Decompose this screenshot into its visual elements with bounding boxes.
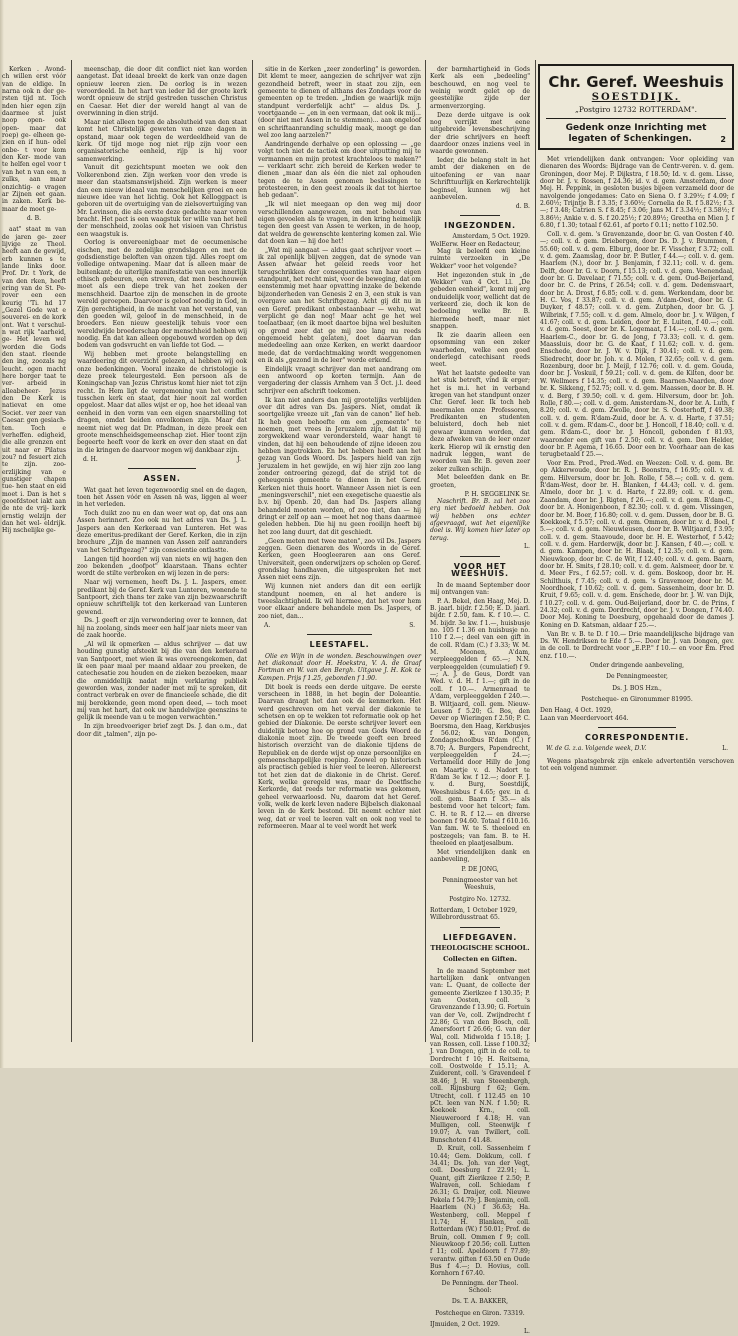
paragraph: Voor Em. Pred., Pred.-Wed. en Weezen: Coll. v. d. gem. Br. op Akkerwoude, door br. R. J. Boonstra, f 16.95; coll. v. d. gem. Hilversum, door br. Joh. Rolle, f 58.—; coll. v. d. gem. R'dam-West, door br. H. Blanken, f 44.43; coll. v. d. gem. Almelo, door br. J. v. d. Harte, f 22.89; coll. v. d. gem. Zaandam, door br. J. Rigten, f 26.—; coll. v. d. gem. R'dam-C., door br. A. Honigenboon, f 82.30; coll. v. d. gem. Vlissingen, door br. M. Boer, f 16.80; coll. v. d. gem. Dussen, door br. B. G. Koekkoek, f 5.57; coll. v. d. gem. Ommen, door br. v. d. Boel, f 5.—; coll. v. d. gem. Nieuwleusen, door br. B. Wiltjaard, f 3.95; coll. v. d. gem. Staavoude, door br. H. E. Westerhof, f 5.42; coll. v. d. gem. Harderwijk, door br. J. Kansen, f 40.—; coll. v. d. gem. Kampen, door br. H. Blaak, f 12.35; coll. v. d. gem. Nieuwkoop, door br. C. de Wit, f 12.40; coll. v. d. gem. Baarn, door br. H. Smits, f 28.10; coll. v. d. gem. Aalsmeer, door br. v. d. Meer Frs., f 62.57; coll. v. d. gem. Boskoop, door br. H. Schilthuis, f 7.45; coll. v. d. gem. 's Gravemoer, door br. M. Noordhoek, f 10.62; coll. v. d. gem. Sassenheim, door br. D. Kruit, f 9.65; coll. v. d. gem. Enschede, door br. J. W. van Dijk, f 10.27; coll. v. d. gem. Oud-Beijerland, door br. C. de Prins, f 24.32; coll. v. d. gem. Dordrecht, door br. J. v. Dongen, f 74.40. Door Mej. Koning te Doesburg, opgehaald door de dames J. Koning en D. Katsman, aldaar f 25.—. [540,460,734,629]
signature-left: d. H. [83,455,98,463]
ad-giro: „Postgiro 12732 ROTTERDAM". [575,105,697,114]
treasurer-address: Willebrordusstraat 65. [430,914,500,922]
heading-ingezonden: INGEZONDEN. [444,221,516,231]
column-rule [71,60,72,1042]
treasurer-date: IJmuiden, 2 Oct. 1929. [430,1320,500,1328]
treasurer-name: P. DE JONG, [461,865,499,873]
paragraph: D. Kruit, coll. Sassenheim f 10.44; Gem. Dokkum, coll. f 34.41; Ds. Joh. van der Vegt, coll. Doesburg f 22.91; L. Quant, gift Zierikzee f 2.50; P. Walraven, coll. Schiedam f 26.31; G. Draijer, coll. Nieuwe Pekela f 54.79; J. Benjamin, coll. Haarlem (N.) f 36.63; Ha. Westenberg, coll. Meppel f 11.74; H. Blanken, coll. Rotterdam (W.) f 50.01; Prof. de Bruin, coll. Ommen f 9; coll. Nieuwkoop f 20.56; coll. Lutten f 11; coll. Apeldoorn f 77.89; verantw. giften f 63.50 en Oude Bus f 4.—; D. Hovius, coll. Kornhorn f 67.40. [430,1145,530,1278]
treasurer-giro: Postgiro No. 12732. [449,895,511,903]
heading-assen: ASSEN. [143,474,181,484]
paragraph: Wij kunnen niet anders dan dit een eerlijk standpunt noemen, en al het andere is tweeslachtigheid. Ik wil hiermee, dat het voor hem voor elkaar andere behandele men Ds. Jaspers, of zoo niet, dan... [258,583,421,620]
heading-correspondentie: CORRESPONDENTIE. [584,732,690,742]
paragraph: sitie in de Kerken „zeer zonderling" is geworden. Dit klemt te meer, aangezien de schrijver wat zijn gezondheid betreft, weer in staat zou zijn, een gemeente te dienen of althans des Zondags voor de gemeenten op te treden. „Indien ge waarlijk mijn standpunt verderfelijk acht" — aldus Ds. J. voortgaande — „en in een vermaan, dat ook ik mij... (door niet met Assen in te stemmen)... aan ongeloof en schriftaanranding schuldig maak, moogt ge dan wel zoo lang aarzelen?" [258,66,421,140]
signature: L. [524,1328,530,1336]
paragraph: Wat het laatste gedeelte van het stuk betreft, vind ik erger; het is m.i. het in verband kregen van het standpunt onzer Chr. Geref. leer. Ik toch heb meermalen onze Professoren, Predikanten en studenten beluisterd, doch heb niet gewaar kunnen worden, dat deze afweken van de leer onzer kerk. Hierop wil ik ernstig den nadruk leggen, want de woorden van Br. B. geven zeer zeker zulken schijn. [430,370,530,473]
column-4 [540,156,734,1040]
divider [128,468,196,469]
paragraph: Eindelijk vraagt schrijver dan met aandrang om een antwoord op korten termijn. Aan de vergadering der classis Arnhem van 3 Oct. j.l. deed schrijver een afschrift toekomen. [258,365,421,395]
fragment-text: Kerken . Avond- ch willen erst vóór van de eldige. In narna ook n der ge- rsten tijd nt. Toch nden hier egen zijn daarmee st juist noop open- ook open- maar dat roep) ge- elheen ge- zien en if hun- odel onbe- t voor kom den Ker- mode van te helfen egel voor t van het n van een, n zulks, aan maar onzichtig- e vragen ar Zijnen eet gaan. in zaken. Kerk be- maar de moet ge- [2,66,66,213]
closing-line: Onder dringende aanbeveling, [589,661,685,669]
heading-leestafel: LEESTAFEL. [309,640,370,650]
ad-title: Chr. Geref. Weeshuis [548,73,724,91]
treasurer-title: Penningmeester van het Weeshuis, [442,876,518,892]
treasurer-giro: Postcheque- en Gironummer 81995. [581,695,693,703]
column-rule [252,60,253,1042]
subheading-collecten: Collecten en Giften. [443,955,517,964]
signature-line [258,622,421,629]
paragraph: Met beleefden dank en Br. groeten, [430,474,530,489]
ad-gift-text: legaten of Schenkingen. [568,134,692,144]
divider [460,215,500,216]
heading-liefdegaven: LIEFDEGAVEN. [442,932,518,942]
paragraph: P. A. Bekel, den Haag, Mej. D. B. jaarl. bijdr. f 2.50; E. D. jaarl. bijdr. f 2.50, fam. K. f 10.—. C. M. bijdr. 3e kw. f 1.—, huisbusje no. 105 f 1.36 en huisbusje no. 110 f 2.—; deel van een gift in de coll. R'dam (C.) f 3.33; W. M. M. Moonen, A'dam, verpleeggelden f 65.—; N.N. verpleeggelden (cumulatief) f 9.—; A. J. de Geus, Dordt van Wed. v. d. H. f 1.—; gift in de coll. f 10.—. Armenraad te A'dam, verpleeggelden f 240.—. B. Wiltjaard, coll. gem. Nieuw-Leusen f 5.20; G. Bos, den Oever op Wieringen f 2.50; P. C. Boersma, den Haag, Kerkbusjes f 56.02; K. van Dongen, Zondagschoolbus R'dam (C.) f 8.70; A. Burgers, Papendrecht, verpleeggelden f 24.—; Vertamelid door Hilly de Jong en Maartje v. d. Nadort te R'dam 3e kw. f 12.—; door F. J. v. d. Burg, Soestdijk, Weeshuisbus f 4.65; gev. in d. coll. gem. Baarn f 35.— als bestemd voor het telcort; fam. C. H. te R. f 12.— en diverse boonen f 94.60. Totaal f 610.16. Van fam. W. te S. theeloed en postzegels; van fam. B. te H. theeloed en plaatjesalbum. [430,597,530,848]
correspondence-line [540,745,734,752]
treasurer-name: Ds. J. BOS Hzn., [612,684,662,692]
fragment-text: aat" staat m van de jaren ge- zeer lijvige ze Theol. heeft aan de gewijd, erb kunnen s te lande links door. Prof. Dr. t York, de van den rken, heeft ering van de St. Pe- rover een een keurig ''Ti. hd 17 „Gezel Gode wat e souverei- en de kork ont. Wat t verschul- n wat rijk "aarheid, ge- Het leven wel worden die Gods den staat. rleende den ing, zoozals ng leucht. ogen macht here borger taat te ver- arbeid in alleabeheer- Jezus den De Kerk is natievat en ome Societ. ver zeer van Caesar. gen gesiach- ten. Toch e verheffen. edigheid, die alle grenzen ent uit naar er Pilatus zou? nd fesuert zich te zijn. zoo- erzlijking van e gunstiger chapen tue- hen staat en eid moet i. Dan is het s geoefdstoet iakt aan de nte de vrij- kerk ernstig welzijn der dan het wel- eldrijk. Hij nschelijke ge- [2,226,66,535]
ad-divider [546,118,726,119]
column-rule [535,60,536,1042]
signature-line [77,456,247,463]
paragraph: In de maand September door mij ontvangen van: [430,581,530,596]
ad-gift-line-1: Gedenk onze Inrichting met [565,123,707,133]
divider [460,556,500,557]
treasurer-address: Laan van Meerdervoort 464. [540,714,629,722]
paragraph: meenschap, die door dit conflict niet kan worden aangetast. Dat ideaal breekt de kerk van onze dagen opnieuw leeren zien. De oorlog is in wezen veroordeeld. In het hart van ieder lid der groote kerk wordt opnieuw de strijd gestreden tusschen Christus en Caesar. Het dier der wereld hangt al van de overwinning in dien strijd. [77,66,247,118]
paragraph: Maar niet alleen tegen de absolutheid van den staat komt het Christelijk geweten van onze dagen in opstand, maar ook tegen de werdeeldheid van de kerk. Of tijd moge nog niet rijp zijn voor een organisatorische eenheid, rijp is hij voor samenwerking. [77,118,247,163]
paragraph: Coll. v. d. gem. 's Gravenzande, door br. G. van Oosten f 40.—; coll. v. d. gem. Driebergen, door Ds. D. J. v. Brummen, f 55.60; coll. v. d. gem. Elburg, door br. F. Visscher, f 3.72; coll. v. d. gem. Zaamslag, door br. P. Butler, f 44.—; coll. v. d. gem. Haarlem (N.), door br. J. Benjamin, f 32.11; coll. v. d. gem. Delft, door br. G. v. Doorn, f 15.13; coll. v. d. gem. Veenendaal, door br. G. Davelaar, f 71.55; coll. v. d. gem. Oud-Beijerland, door br. C. de Prins, f 26.54; coll. v. d. gem. Dedemsvaart, door br. A. Drost, f 6.85; coll. v. d. gem. Werkendam, door br. H. C. Vos, f 33.87; coll. v. d. gem. A'dam-Oost, door br. G. Duyker, f 48.57; coll. v. d. gem. Zutphen, door br. G. J. Wilbrink, f 7.55; coll. v. d. gem. Almelo, door br. J. v. Wilgen, f 41.67; coll. v. d. gem. Leiden, door br. E. Luiten, f 40.—; coll. v. d. gem. Soest, door br. K. Logemaat, f 14.—; coll. v. d. gem. Haarlem-C., door br. G. de Jong, f 73.33; coll. v. d. gem. Maassluis, door br. G. de Kaat, f 11.62; coll. v. d. gem. Enschede, door br. J. W. v. Dijk, f 30.41; coll. v. d. gem. Sliedrecht, door br. Joh. v. d. Molen, f 32.65; coll. v. d. gem. Rozenburg, door br. J. Meijl, f 12.76; coll. v. d. gem. Gouda, door br. J. Voskuil, f 59.21; coll. v. d. gem. de Kilten, door br. W. Wellmers f 14.35; coll. v. d. gem. Baarnen-Naarden, door br. K. Sikkeng, f 52.75; coll. v. d. gem. Maassen, door br. B. H. v. d. Berg, f 39.50; coll. v. d. gem. Hilversum, door br. Joh. Rolle, f 80.—; coll. v. d. gem. Amsterdam-N., door br. A. Luth, f 8.20; coll. v. d. gem. Zwolle, door br. S. Oosterhoff, f 49.38; coll. v. d. gem. R'dam-Zuid, door br. A. v. d. Harte, f 37.51; coll. v. d. gem. R'dam-C., door br. J. Honcoll, f 18.40; coll. v. d. gem. R'dam-C., door br. J. Honcoll, gebonden f 81.93, waaronder een gift van f 2.50; coll. v. d. gem. Den Helder, door br. P. Agema, f 16.65. Door een br. Voorhaar aan de kas terugbetaald f 25.—. [540,230,734,459]
paragraph: Wat gaat het leven tegenwoordig snel en de dagen, toen het Assen vóór en Assen nä was, liggen al weer in het verleden. [77,486,247,509]
heading-theologische-school: THEOLOGISCHE SCHOOL. [430,943,530,952]
paragraph: Toch duikt zoo nu en dan weer wat op, dat ons aan Assen herinnert. Zoo ook nu het adres van Ds. J. L. Jaspers aan den Kerkeraad van Lunteren. Het was deze emeritus-predikant der Geref. Kerken, die in zijn brochure „Zijn de mannen van Assen zelf aanranders van het Schriftgezag?" zijn conscientie ontlastte. [77,510,247,554]
treasurer-title: De Penningm. der Theol. School: [441,1279,519,1294]
divider [307,634,372,635]
column-2 [258,66,421,1040]
signature-right: J. [237,455,241,463]
ad-number: 2 [720,135,726,144]
paragraph: Vanuit dit gezichtspunt moeten we ook den Volkerenbond zien. Zijn werken voor den vrede is meer dan staatsmanswijsheid. Zijn werken is meer dan een nieuw ideaal van menschelijken groei en een nieuwe idee van het lichtig. Ook het Kelloggpact is geboren uit de overtuiging van de zielsovertuiging van Mr. Levinson, die als eerste deze gedachte naar voren bracht. Het pact is een waagstuk ter wille van het heil der menschheid, zoolas ook het visioen van Christus een waagstuk is. [77,164,247,238]
weeshuis-advertisement [538,64,734,150]
letter-author: P. H. SEGGELINK Sr. [464,490,530,498]
paragraph: Dit boek is reeds een derde uitgave. De eerste verscheen in 1888, in het begin der Doleantie. Daarvan draagt het dan ook de kenmerken. Het werd geschreven om het verval der diakonie te schetsen en op te wekken tot reformatie ook op het gebied der Diakonie. De eerste schrijver levert een duidelijk betoog hoe op grond van Gods Woord de diakonie moet zijn. De tweede geeft een breed historisch overzicht van de diakonie tijdens de Republiek en de derde wijst op onze persoonlijke en gemeenschappelijke roeping. Zoowel op historisch als practisch gebied is hier veel te leeren. Allereerst tot het zien dat de diakonie in de Christ. Geref. Kerk, welke geregeld was, maar de Doetfische Kerkorde, dat reeds ter reformatie was gekomen, geheel verwaarloosd. Nu, daarom dat het Geref. volk, welk de kerk leven nadere Bijbelsch diakonaal leven in de Kerk bestond. Dit neemt echter niet weg, dat er veel te leeren valt en ook nog veel te reformeeren. Maar al te veel wordt het werk [258,683,421,831]
heading-weeshuis: VOOR HET WEESHUIS. [451,561,509,579]
left-fragment-column [2,66,66,1040]
paragraph: Het ingezonden stuk in „de Wekker" van 4 Oct. l.l. „De gebeden eenheid", komt mij erg onduidelijk voor, wellicht dat de verkeerd zie, doch ik kon de bedoeling welke Br. B. hiermede heeft, maar niet snappen. [430,271,530,330]
treasurer-title: De Penningmeester, [606,673,668,681]
paragraph: Mag ik beleefd een kleine ruimte verzoeken in „De Wekker" voor het volgende? [430,248,530,270]
paragraph: Aandringende derhalve op een oplossing — „ge volgt toch niet de tactiek om door uitputting mij te vermannen en mijn protest krachteloos te maken?" — verklaart schr. zich bereid de Kerken weder te dienen „maar dan als één die niet zal ophouden tegen de te Assen genomen beslissingen te protesteeren, in den geest zooals ik dat tot hiertoe heb gedaan". [258,140,421,200]
treasurer-date: Rotterdam, 1 October 1929, [430,906,518,914]
paragraph: Wegens plaatsgebrek zijn enkele advertentiën verschoven tot een volgend nummer. [540,757,734,772]
paragraph: „Ik wil niet meegaan op den weg mij door verschillenden aangewezen, om met behoud van eigen gevoelen als te vragen, in den kring heimelijk tegen den geest van Assen te werken, in de hoop, dat weldra de gewenschte kentering komen zal. Wie dat doen kan — hij doe het! [258,201,421,245]
correspondence-text: W. de G. z.a. Volgende week, D.V. [546,745,647,753]
treasurer-giro: Postcheque en Giron. 73319. [435,1309,525,1317]
column-rule [425,60,426,1042]
divider [598,727,676,728]
signature: d. B. [515,202,530,210]
signature-left: A. [264,621,271,629]
signature: L. [722,745,728,753]
paragraph: Met vriendelijken dank en aanbeveling, [430,848,530,864]
signature-right: S. [409,621,415,629]
paragraph: Ieder, die belang stelt in het ambt der diakenen en de uitoefening er van naar Schrifttuurlijk en Kerkrechtelijk beginsel, kunnen wij het aanbevelen. [430,157,530,201]
paragraph: Langen tijd hoorden wij van niets en wij hagen den zoo bekenden „doofpot" klaarstaan. Thans echter wordt de stilte verbroken en wij lezen in de pers: [77,555,247,578]
column-1 [77,66,247,1040]
divider [460,927,500,928]
paragraph: „Al wil ik opmerken — aldus schrijver — dat uw houding gunstig afsteekt bij die van den kerkeraad van Santpoort, met wien ik was overeengekomen, dat ik een paar maal per maand aldaar zou preeken, de catechesatie zou houden en de zieken bezoeken, maar die onmiddellijk nadat mijn verklaring publiek geworden was, zonder nader met mij te spreken, dit contract verbrak en over de financieele schade, die dit mij berokkende, geen mond open deed, — toch moet mij van het hart, dat ook uw handelwijze geenszins te gelijk ik meende van u te mogen verwachten." [77,640,247,722]
paragraph: Oorlog is onvereenigbaar met de oecumenische eischen, met de zedelijke grondslagen en met de godsdienstige beloften van onzen tijd. Alles roept om volledige ontwapening. Maar dat is alleen maar de buitenkant; de uiterlijke manifestatie van een innerlijk ethisch gebeuren, een streven, dat men beschouwen moet als een diepe trek van het zoeken der menschheid. Daartoe zijn de menschen in de groote wereld geroepen. Daarvoor is geloof noodig in God, in Zijn gerechtigheid, in de macht van het verstand, van den goeden wil, geloof in de menschheid, in de broeders. Een nieuw geestelijk tehuis voor een wereldwijde broederschap der menschheid hebben wij noodig. En dat kan alleen opgebouwd worden op den bodem van godsvrucht en van liefde tot God. — [77,239,247,350]
paragraph: Olie en Wijn in de wonden. Beschouwingen over het diakonaat door H. Hoekstra, V. A. de Graaf Fortman en W. van den Bergh. Uitgave J. H. Kok te Kampen. Prijs f 1.25, gebonden f 1.90. [258,652,421,682]
paragraph: Wij hebben met groote belangstelling en waardeering dit overzicht gelezen, al hebben wij ook onze bedenkingen. Vooral inzake de christologie is deze preek teleurgesteld. Een persoon als de Koningschap van Jezus Christus komt hier niet tot zijn recht. In Hem ligt de vergemoning van het conflict tusschen kerk en staat, dat hier nooit zal worden opgelost. Maar dat alles wijst er op, hoe het ideaal van eenheid in den vorm van een eigen snaarstelling tot dragen, omdat beiden onvolkomen zijn. Maar dat neemt niet weg dat Dr. Pfadman, in deze preek een groote menschheidsgemeenschap ziet. Hier toont zijn begeerte heeft voor de kerk en over den staat en dat in die kringen de daarvoor mogen wij dankbaar zijn. [77,351,247,454]
letter-salutation: WelEerw. Heer en Redacteur, [430,240,521,248]
treasurer-date: Den Haag, 4 Oct. 1929, [540,707,613,715]
column-3 [430,66,530,1336]
paragraph: der barmhartigheid in Gods Kerk als een „bedeeling" beschouwd, en nog veel te weinig wordt gelet op de geestelijke zijde der armenverzorging. [430,66,530,110]
paragraph: Naar wij vernemen, heeft Ds. J. L. Jaspers, emer. predikant bij de Geref. Kerk van Lunteren, wonende te Santpoort, zich thans ter zake van zijn bezwaarschrift opnieuw schriftelijk tot den kerkeraad van Lunteren gewend. [77,579,247,616]
paragraph: „Wat mij aangaat — aldus gaat schrijver voort — ik zal openlijk blijven zeggen, dat de synode van Assen afwaar het geleid reeds voor het terugschrikken der consequenties van haar eigen standpunt, het recht mist, voor de beweging, dat om eenstemmig met haar opvatting inzake de bekende bijzonderheden van Genesis 2 en 3, een stuk is van overgave aan het Schriftgezag. Acht gij dit nu in een Geref. predikant onbestaanbaar — wehu, wat verplicht ge dan nog! Maar acht ge het wel toelaatbaar, (en ik moet daartoe bijna wel besluiten op grond zeer dat ge mij zoo lang nu reeds ongemoeid hebt gelaten), doet daarvan dan mededeeling aan onze Kerken, en werkt daardoor mede, dat de verdachtmaking wordt weggenomen en ik als „gezond in de leer" worde erkend. [258,246,421,364]
letter-date: Amsterdam, 5 Oct. 1929. [452,233,530,241]
paragraph: In de maand September met hartelijken dank ontvangen van: L. Quant, de collecte der gemeente Zierikzee f 130.35; P. van Oosten, coll. 's Gravenzande f 13.90; G. Fortuin van der Ve, coll. Zwijndrecht f 22.86; G. van den Bosch, coll. Amersfoort f 26.66; G. van der Wal, coll. Midwolda f 15.18; J. van Rossen, coll. Lisse f 100.32; J. van Dongen, gift in de coll. te Dordrecht f 10; H. Reitsema, coll. Oostwolde f 15.11; A. Zuiderent, coll. 's Gravendeel f 38.46; J. H. van Steeenbergh, coll. Rijnsburg f 62; Gem. Utrecht, coll. f 112.45 en 10 pCt. leen van N.N. f 1.50; R. Koekoek Krn., coll. Nieuweroord f 4.18; H. van Mulligen, coll. Steenwijk f 19.07; A. van Twillert, coll. Bunschoten f 41.48. [430,967,530,1144]
ad-place: SOESTDIJK. [591,92,681,103]
signature: L. [524,543,530,551]
paragraph: Ik kan niet anders dan mij grootelijks verblijden over dit adres van Ds. Jaspers. Niet, omdat ik soortgelijke vreeze uit „fan van de canon" lief heb. Ik heb geen behoefte om een „gemeente" te noemen, met vrees in Jeruzalem zijn, dat ik mij zorgwekkend waar verondersteld, waar hangt te vinden, dat hij een behoudende of zijne ideeen zou hebben ingetrokken. En het hebben heeft aan het gezag van Gods Woord. Ds. Jaspers hield van zijn Jeruzalem in het gewijde, en wij hier zijn zoo lang zonder ontroering gezegd, dat de strijd tot de geheugenis gemeente te dienen in het Geref. Kerken niet thuis hoort. Wanneer Assen niet is een „meningsverschil", niet een exegetische quaestie als b.v. bij Openb. 20, dan had Ds. Jaspers allang behandeld moeten worden, of zoo niet, dan — hij dringt er zelf op aan — moet het nog thans daarmee geleden hebben. Die hij nu geen rooilijn heeft bij het zoo lang duurt, dat dit geschiedt. [258,396,421,536]
treasurer-name: Ds. T. A. BAKKER, [451,1298,509,1306]
signature: d. B. [26,214,42,222]
postscript: Naschrift. Br. B. zal het zoo erg niet bedoeld hebben. Ook wij hebben ons echter afgevraagd, wat het eigenlijke doel is. Wij komen hier later op terug. [430,497,530,542]
ad-gift-line-2 [540,134,732,145]
paragraph: Met vriendelijken dank ontvangen: Voor opleiding van dienaren des Woords: Bijdrage van de Centr-veren. v. d. gem. Groningen, door Mej. P. Dijkstra, f 18.50; Id. v. d. gem. Lisse, door br. J. v. Rossen, f 24.36; id. v. d. gem. Amsterdam, door Mej. H. Peppink, in gesloten busjes bijeen verzameld door de navolgende jongedames: Cato en Siena O. f 3.29½; f 4.09; f 2.60½; Trijntje B. f 3.35; f 3.60½; Cornelia de R. f 5.82½; f 3.—; f 3.48; Catrien S. f 8.45; f 3.06; Jans M. f 3.34½; f 3.58½; f 3.86½; Ankie v. d. S. f 20.25½; f 20.89½; Greetha en Mien J. f 6.80, f 1.30; totaal f 62.61, af porto f 0.11; netto f 102.50. [540,156,734,230]
paragraph: In zijn breedvoeriger brief zegt Ds. J. dan o.m., dat door dit „talmen", zijn po- [77,723,247,738]
paragraph: Ds. J. geeft er zijn verwondering over te kennen, dat hij na zoolang, sinds meer een half jaar niets meer van de zaak hoorde. [77,617,247,640]
paragraph: „Geen meten met twee maten", zoo vil Ds. Jaspers zeggen. Geen dienaren des Woords in de Geref. Kerken, geen Hoogleeraren aan ons Geref. Universiteit, geen onderwijzers op scholen op Geref. grondslag handhaven, die uitgesproken het met Assen niet eens zijn. [258,537,421,582]
paragraph: Ik zie daarin alleen een opsomming van een zeker waarheden, welke een goed onderlegd catechisant reeds weet. [430,331,530,369]
paragraph: Deze derde uitgave is ook nog verrijkt met eene uitgebreide levensbeschrijving der drie schrijvers en heeft daardoor onzes inziens veel in waarde gewonnen. [430,111,530,156]
paragraph: Van Br. v. B. te D. f 10.— Drie maandelijksche bijdrage van Ds. W. Hendriksen te Ede f 5.—. Door br. J. van Dongen, gev. in de coll. te Dordrecht voor „E.P.P." f 10.— en voor Em. Pred enz. f 10.—. [540,630,734,660]
